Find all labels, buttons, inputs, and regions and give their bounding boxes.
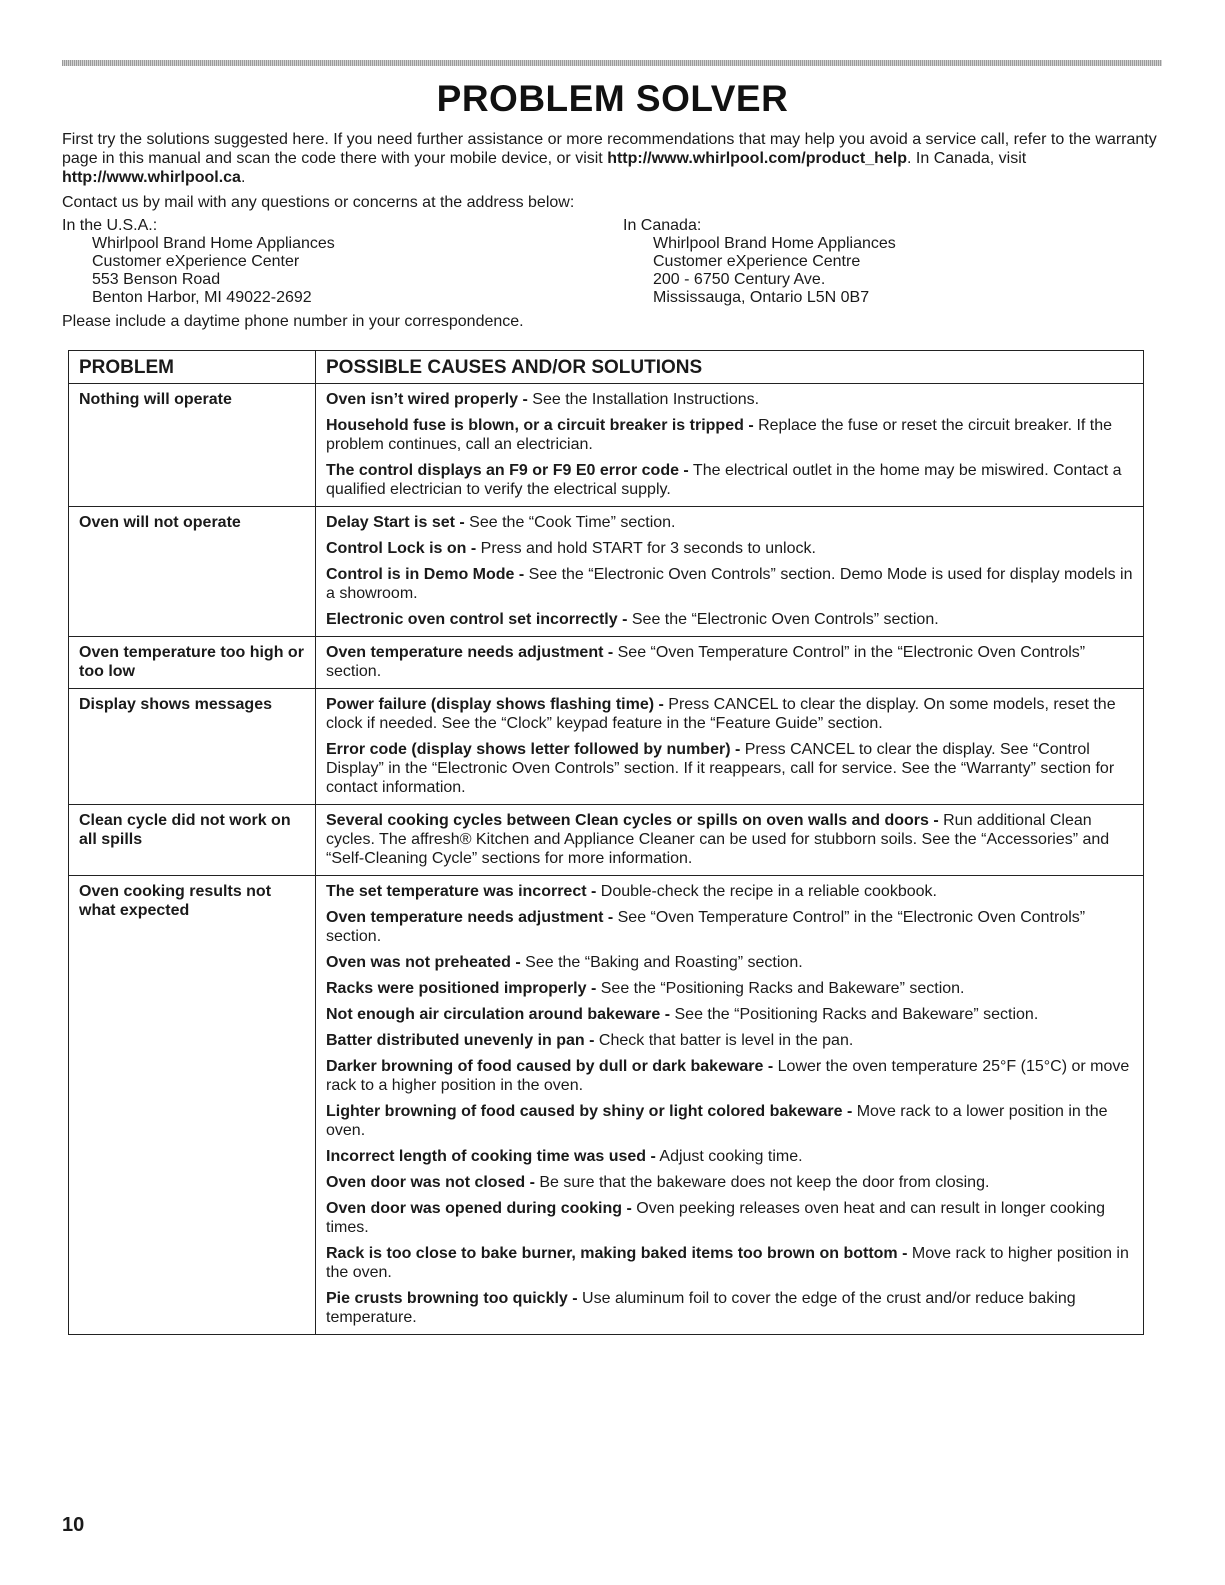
column-header-problem: PROBLEM [69, 351, 316, 384]
intro-section [62, 130, 1160, 339]
solution-text: See the “Cook Time” section. [464, 514, 676, 531]
address-line: Benton Harbor, MI 49022-2692 [92, 289, 312, 306]
header-rule [62, 60, 1162, 66]
cause-label: Household fuse is blown, or a circuit breaker is tripped - [326, 417, 754, 434]
solution-item [326, 1057, 1133, 1095]
problem-cell: Clean cycle did not work on all spills [69, 805, 316, 876]
problem-cell: Oven cooking results not what expected [69, 876, 316, 1335]
cause-label: The control displays an F9 or F9 E0 error code - [326, 462, 689, 479]
address-line: Customer eXperience Centre [653, 253, 861, 270]
solution-item [326, 1102, 1133, 1140]
solution-text: Move rack to higher position in the oven. [326, 1245, 1129, 1281]
solution-item [326, 811, 1133, 868]
solution-text: Press CANCEL to clear the display. On some models, reset the clock if needed. See the “Clock” keypad feature in the “Feature Guide” section. [326, 696, 1116, 732]
solutions-cell [316, 384, 1144, 507]
address-columns [62, 216, 1160, 307]
cause-label: Oven door was opened during cooking - [326, 1200, 632, 1217]
cause-label: Control Lock is on - [326, 540, 477, 557]
solution-text: See “Oven Temperature Control” in the “Electronic Oven Controls” section. [326, 644, 1086, 680]
table-header-row [69, 351, 1144, 384]
problem-solver-table [68, 350, 1144, 1335]
intro-text-1: First try the solutions suggested here. If you need further assistance or more recommendations that may help you avoid a service call, refer to the warranty page in this manual and scan the code there with your mobile device, or visit [62, 131, 1157, 167]
solution-text: See the “Baking and Roasting” section. [520, 954, 803, 971]
page-title: PROBLEM SOLVER [436, 78, 789, 119]
address-line: Whirlpool Brand Home Appliances [92, 235, 335, 252]
canada-address [623, 216, 1160, 307]
mail-contact-text: Contact us by mail with any questions or concerns at the address below: [62, 194, 575, 211]
solution-item [326, 610, 1133, 629]
solution-text: See the “Positioning Racks and Bakeware” section. [596, 980, 965, 997]
solution-text: Be sure that the bakeware does not keep the door from closing. [534, 1174, 990, 1191]
solution-item [326, 953, 1133, 972]
solution-item [326, 908, 1133, 946]
solution-text: See the “Positioning Racks and Bakeware” section. [670, 1006, 1039, 1023]
solution-item [326, 1244, 1133, 1282]
problem-cell: Oven temperature too high or too low [69, 637, 316, 689]
solution-item [326, 1031, 1133, 1050]
solution-item [326, 390, 1133, 409]
solution-item [326, 539, 1133, 558]
table-row [69, 507, 1144, 637]
table-row [69, 805, 1144, 876]
solutions-cell [316, 876, 1144, 1335]
us-address [62, 216, 623, 307]
cause-label: Not enough air circulation around bakeware - [326, 1006, 671, 1023]
cause-label: Incorrect length of cooking time was used - [326, 1148, 656, 1165]
intro-paragraph [62, 130, 1160, 187]
solution-text: Move rack to a lower position in the oven. [326, 1103, 1108, 1139]
solutions-cell [316, 507, 1144, 637]
solution-text: See “Oven Temperature Control” in the “Electronic Oven Controls” section. [326, 909, 1086, 945]
us-help-link[interactable]: http://www.whirlpool.com/product_help [607, 150, 908, 167]
solution-item [326, 416, 1133, 454]
cause-label: Pie crusts browning too quickly - [326, 1290, 578, 1307]
cause-label: Oven was not preheated - [326, 954, 521, 971]
solution-item [326, 1199, 1133, 1237]
canada-address-heading: In Canada: [623, 217, 702, 234]
column-header-solutions: POSSIBLE CAUSES AND/OR SOLUTIONS [316, 351, 1144, 384]
solution-text: See the Installation Instructions. [527, 391, 760, 408]
cause-label: Oven temperature needs adjustment - [326, 644, 614, 661]
solution-text: Double-check the recipe in a reliable cookbook. [596, 883, 937, 900]
cause-label: The set temperature was incorrect - [326, 883, 597, 900]
solution-text: See the “Electronic Oven Controls” section. [627, 611, 939, 628]
solution-item [326, 461, 1133, 499]
cause-label: Error code (display shows letter followed by number) - [326, 741, 741, 758]
solution-text: Lower the oven temperature 25°F (15°C) or move rack to a higher position in the oven. [326, 1058, 1130, 1094]
cause-label: Electronic oven control set incorrectly - [326, 611, 628, 628]
solution-text: See the “Electronic Oven Controls” section. Demo Mode is used for display models in a showroom. [326, 566, 1133, 602]
solution-item [326, 740, 1133, 797]
intro-text-3: . [240, 169, 246, 186]
table-row [69, 637, 1144, 689]
solutions-cell [316, 637, 1144, 689]
cause-label: Several cooking cycles between Clean cycles or spills on oven walls and doors - [326, 812, 939, 829]
solution-text: The electrical outlet in the home may be miswired. Contact a qualified electrician to verify the electrical supply. [326, 462, 1122, 498]
cause-label: Darker browning of food caused by dull or dark bakeware - [326, 1058, 774, 1075]
problem-cell: Display shows messages [69, 689, 316, 805]
problem-cell: Oven will not operate [69, 507, 316, 637]
solution-text: Adjust cooking time. [655, 1148, 803, 1165]
solution-item [326, 1289, 1133, 1327]
solution-text: Press CANCEL to clear the display. See “Control Display” in the “Electronic Oven Controls” section. If it reappears, call for service. See the “Warranty” section for contact information. [326, 741, 1115, 796]
solution-text: Check that batter is level in the pan. [594, 1032, 854, 1049]
solution-item [326, 1147, 1133, 1166]
solution-item [326, 643, 1133, 681]
cause-label: Control is in Demo Mode - [326, 566, 525, 583]
solutions-cell [316, 805, 1144, 876]
address-line: Customer eXperience Center [92, 253, 300, 270]
cause-label: Oven temperature needs adjustment - [326, 909, 614, 926]
table-row [69, 876, 1144, 1335]
problem-cell: Nothing will operate [69, 384, 316, 507]
intro-text-2: . In Canada, visit [907, 150, 1027, 167]
address-line: 553 Benson Road [92, 271, 221, 288]
solution-item [326, 1173, 1133, 1192]
table-row [69, 384, 1144, 507]
solution-text: Replace the fuse or reset the circuit breaker. If the problem continues, call an electrician. [326, 417, 1113, 453]
cause-label: Rack is too close to bake burner, making baked items too brown on bottom - [326, 1245, 908, 1262]
cause-label: Oven door was not closed - [326, 1174, 535, 1191]
solution-text: Oven peeking releases oven heat and can result in longer cooking times. [326, 1200, 1105, 1236]
phone-note: Please include a daytime phone number in your correspondence. [62, 313, 524, 330]
address-line: 200 - 6750 Century Ave. [653, 271, 826, 288]
solutions-cell [316, 689, 1144, 805]
solution-item [326, 565, 1133, 603]
solution-item [326, 695, 1133, 733]
solution-text: Use aluminum foil to cover the edge of the crust and/or reduce baking temperature. [326, 1290, 1076, 1326]
canada-help-link[interactable]: http://www.whirlpool.ca [62, 169, 241, 186]
address-line: Mississauga, Ontario L5N 0B7 [653, 289, 870, 306]
cause-label: Racks were positioned improperly - [326, 980, 597, 997]
us-address-heading: In the U.S.A.: [62, 217, 158, 234]
cause-label: Delay Start is set - [326, 514, 465, 531]
solution-item [326, 882, 1133, 901]
solution-text: Run additional Clean cycles. The affresh® Kitchen and Appliance Cleaner can be used for stubborn soils. See the “Accessories” and “Self-Cleaning Cycle” sections for more information. [326, 812, 1110, 867]
solution-item [326, 1005, 1133, 1024]
solution-text: Press and hold START for 3 seconds to unlock. [476, 540, 816, 557]
solution-item [326, 513, 1133, 532]
cause-label: Oven isn’t wired properly - [326, 391, 528, 408]
page-number: 10 [62, 1514, 85, 1536]
table-row [69, 689, 1144, 805]
cause-label: Power failure (display shows flashing time) - [326, 696, 664, 713]
cause-label: Batter distributed unevenly in pan - [326, 1032, 595, 1049]
cause-label: Lighter browning of food caused by shiny or light colored bakeware - [326, 1103, 853, 1120]
address-line: Whirlpool Brand Home Appliances [653, 235, 896, 252]
solution-item [326, 979, 1133, 998]
